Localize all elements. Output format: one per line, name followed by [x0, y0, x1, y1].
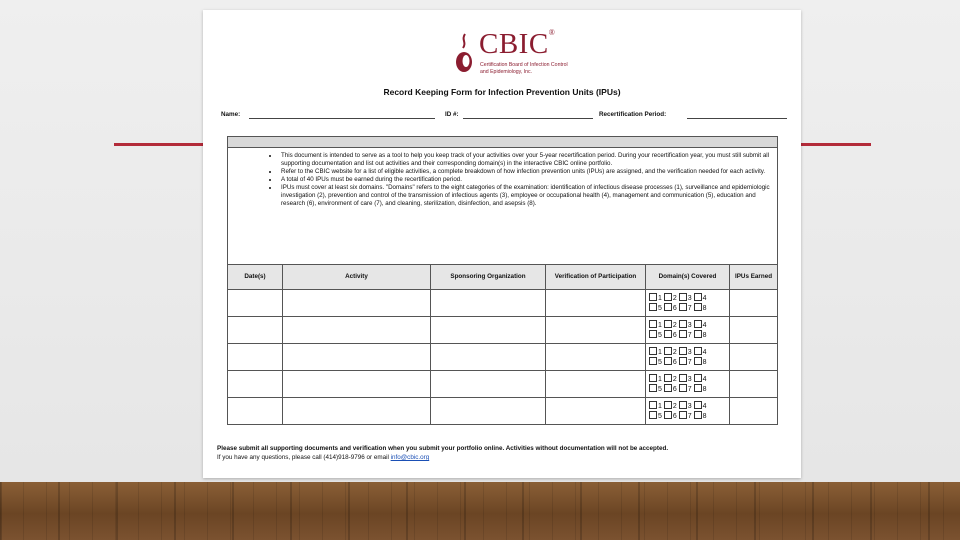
- domain-checkbox[interactable]: [694, 303, 702, 311]
- domain-number: 4: [702, 402, 707, 410]
- form-title: Record Keeping Form for Infection Prevention Units (IPUs): [383, 87, 621, 97]
- domain-number: 7: [687, 305, 692, 312]
- instructions-list: [228, 152, 777, 208]
- cbic-logo-icon: [453, 32, 475, 74]
- domain-number: 8: [702, 359, 707, 366]
- domain-number: 1: [658, 321, 662, 329]
- domain-number: 7: [687, 359, 692, 366]
- table-row: [228, 371, 778, 398]
- domain-number: 6: [672, 413, 677, 420]
- instruction-item: • This document is intended to serve as a tool to help you keep track of your activities over your 5-year recertification period. During your recertification year, you must still submit all supporting documentation and list out activities and their corresponding domain(s) in the interactive CBIC online portfolio.: [279, 152, 777, 168]
- domain-checkbox[interactable]: [679, 303, 687, 311]
- domain-checkbox[interactable]: [649, 374, 657, 382]
- domain-checkbox[interactable]: [679, 347, 687, 355]
- activity-cell[interactable]: [283, 317, 431, 344]
- domain-checkbox[interactable]: [664, 320, 672, 328]
- domain-checkbox-line: [649, 411, 729, 422]
- verification-cell[interactable]: [546, 317, 646, 344]
- domain-checkbox[interactable]: [664, 357, 672, 365]
- domain-number: 2: [672, 402, 677, 410]
- domain-checkbox-line: [649, 303, 729, 314]
- col-activity: Activity: [283, 265, 431, 290]
- col-sponsoring-organization: Sponsoring Organization: [431, 265, 546, 290]
- domain-number: 3: [687, 321, 692, 329]
- domain-number: 5: [658, 413, 662, 420]
- domain-number: 2: [672, 321, 677, 329]
- date-cell[interactable]: [228, 290, 283, 317]
- domain-checkbox[interactable]: [694, 401, 702, 409]
- sponsor-cell[interactable]: [431, 344, 546, 371]
- domain-number: 6: [672, 332, 677, 339]
- domain-number: 8: [702, 413, 707, 420]
- activity-table: [227, 136, 778, 425]
- table-row: [228, 344, 778, 371]
- activity-cell[interactable]: [283, 371, 431, 398]
- domain-checkbox[interactable]: [679, 401, 687, 409]
- name-label: Name:: [221, 111, 241, 118]
- domain-number: 4: [702, 348, 707, 356]
- verification-cell[interactable]: [546, 290, 646, 317]
- domain-number: 1: [658, 402, 662, 410]
- activity-cell[interactable]: [283, 344, 431, 371]
- domain-number: 8: [702, 332, 707, 339]
- footer-contact: [217, 453, 792, 462]
- date-cell[interactable]: [228, 317, 283, 344]
- wood-floor: [0, 482, 960, 540]
- domain-number: 3: [687, 348, 692, 356]
- date-cell[interactable]: [228, 371, 283, 398]
- domain-number: 2: [672, 375, 677, 383]
- table-row: [228, 290, 778, 317]
- domain-number: 3: [687, 294, 692, 302]
- domain-checkbox[interactable]: [679, 384, 687, 392]
- col-ipus: IPUs Earned: [730, 265, 778, 290]
- form-fields: [221, 111, 787, 125]
- domain-number: 5: [658, 305, 662, 312]
- ipus-cell[interactable]: [730, 398, 778, 425]
- domain-checkbox-line: [649, 401, 729, 412]
- domains-cell: [646, 317, 730, 344]
- domains-cell: [646, 344, 730, 371]
- domain-number: 1: [658, 348, 662, 356]
- instruction-item: • A total of 40 IPUs must be earned during the recertification period.: [279, 176, 777, 184]
- domain-checkbox[interactable]: [664, 374, 672, 382]
- domain-checkbox[interactable]: [649, 293, 657, 301]
- contact-text: If you have any questions, please call (414)918-9796 or email: [217, 454, 389, 461]
- verification-cell[interactable]: [546, 371, 646, 398]
- domain-checkbox[interactable]: [694, 347, 702, 355]
- domain-checkbox[interactable]: [694, 357, 702, 365]
- domains-cell: [646, 290, 730, 317]
- domain-checkbox-line: [649, 293, 729, 304]
- col-dates: Date(s): [228, 265, 283, 290]
- domain-number: 4: [702, 294, 707, 302]
- domain-number: 1: [658, 294, 662, 302]
- domain-checkbox[interactable]: [664, 303, 672, 311]
- accent-line-right: [801, 143, 871, 146]
- sponsor-cell[interactable]: [431, 371, 546, 398]
- domain-checkbox[interactable]: [679, 330, 687, 338]
- domain-checkbox[interactable]: [649, 347, 657, 355]
- domain-checkbox[interactable]: [679, 374, 687, 382]
- sponsor-cell[interactable]: [431, 290, 546, 317]
- domain-number: 5: [658, 386, 662, 393]
- domain-checkbox[interactable]: [649, 411, 657, 419]
- domain-checkbox[interactable]: [664, 330, 672, 338]
- ipus-cell[interactable]: [730, 290, 778, 317]
- column-header-row: [228, 265, 778, 290]
- domain-checkbox[interactable]: [664, 384, 672, 392]
- table-body: [228, 290, 778, 425]
- domain-checkbox[interactable]: [664, 293, 672, 301]
- domain-checkbox[interactable]: [694, 384, 702, 392]
- domain-checkbox[interactable]: [664, 411, 672, 419]
- activity-cell[interactable]: [283, 290, 431, 317]
- domain-number: 3: [687, 375, 692, 383]
- table-header-bar: [228, 137, 778, 148]
- domain-number: 1: [658, 375, 662, 383]
- sponsor-cell[interactable]: [431, 398, 546, 425]
- email-link[interactable]: info@cbic.org: [390, 454, 430, 461]
- id-field[interactable]: [463, 118, 593, 119]
- logo-subtitle: Certification Board of Infection Control and Epidemiology, Inc.: [480, 62, 568, 75]
- table-row: [228, 398, 778, 425]
- ipus-cell[interactable]: [730, 344, 778, 371]
- domain-checkbox[interactable]: [664, 401, 672, 409]
- domain-number: 5: [658, 359, 662, 366]
- domain-checkbox[interactable]: [694, 374, 702, 382]
- ipus-cell[interactable]: [730, 317, 778, 344]
- domain-checkbox[interactable]: [694, 293, 702, 301]
- domain-checkbox[interactable]: [679, 293, 687, 301]
- verification-cell[interactable]: [546, 398, 646, 425]
- domain-checkbox-line: [649, 330, 729, 341]
- form-footer: [217, 444, 792, 462]
- cbic-logo: [453, 28, 568, 88]
- table-row: [228, 317, 778, 344]
- domain-number: 7: [687, 332, 692, 339]
- domain-checkbox[interactable]: [694, 411, 702, 419]
- instructions-cell: [228, 148, 778, 265]
- domain-checkbox[interactable]: [694, 330, 702, 338]
- domain-checkbox[interactable]: [694, 320, 702, 328]
- domain-checkbox[interactable]: [679, 411, 687, 419]
- period-label: Recertification Period:: [599, 111, 667, 118]
- domain-number: 4: [702, 375, 707, 383]
- domain-checkbox[interactable]: [679, 357, 687, 365]
- date-cell[interactable]: [228, 344, 283, 371]
- domain-number: 5: [658, 332, 662, 339]
- name-field[interactable]: [249, 118, 435, 119]
- footer-note: Please submit all supporting documents and verification when you submit your portfolio online. Activities without documentation will not be accepted.: [217, 445, 669, 452]
- record-keeping-form: [203, 10, 801, 478]
- domain-number: 7: [687, 386, 692, 393]
- domain-checkbox-line: [649, 347, 729, 358]
- sponsor-cell[interactable]: [431, 317, 546, 344]
- domain-number: 2: [672, 294, 677, 302]
- domain-checkbox[interactable]: [649, 384, 657, 392]
- domain-checkbox[interactable]: [649, 357, 657, 365]
- domain-number: 8: [702, 386, 707, 393]
- domain-checkbox-line: [649, 320, 729, 331]
- instruction-item: • IPUs must cover at least six domains. "Domains" refers to the eight categories of the examination: identification of infectious disease processes (1), surveillance and epidemiologic investigation (2), prevention and control of the transmission of infectious agents (3), employee or occupational health (4), management and communication (5), education and research (6), environment of care (7), and cleaning, sterilization, disinfection, and asepsis (8).: [279, 184, 777, 208]
- id-label: ID #:: [445, 111, 459, 118]
- domain-number: 4: [702, 321, 707, 329]
- domain-number: 6: [672, 386, 677, 393]
- domain-checkbox-line: [649, 384, 729, 395]
- domain-checkbox-line: [649, 357, 729, 368]
- instructions-row: [228, 148, 778, 265]
- domains-cell: [646, 398, 730, 425]
- domain-number: 8: [702, 305, 707, 312]
- domain-number: 2: [672, 348, 677, 356]
- verification-cell[interactable]: [546, 344, 646, 371]
- instruction-item: • Refer to the CBIC website for a list of eligible activities, a complete breakdown of how infection prevention units (IPUs) are assigned, and the verification needed for each activity.: [279, 168, 777, 176]
- col-domains: Domain(s) Covered: [646, 265, 730, 290]
- domain-number: 6: [672, 305, 677, 312]
- col-verification: Verification of Participation: [546, 265, 646, 290]
- domain-checkbox[interactable]: [679, 320, 687, 328]
- period-field[interactable]: [687, 118, 787, 119]
- ipus-cell[interactable]: [730, 371, 778, 398]
- logo-wordmark: CBIC®: [479, 28, 556, 60]
- domain-number: 6: [672, 359, 677, 366]
- date-cell[interactable]: [228, 398, 283, 425]
- activity-cell[interactable]: [283, 398, 431, 425]
- domain-checkbox[interactable]: [664, 347, 672, 355]
- domain-number: 3: [687, 402, 692, 410]
- domain-checkbox[interactable]: [649, 401, 657, 409]
- accent-line-left: [114, 143, 204, 146]
- domain-checkbox-line: [649, 374, 729, 385]
- domains-cell: [646, 371, 730, 398]
- domain-checkbox[interactable]: [649, 330, 657, 338]
- domain-checkbox[interactable]: [649, 303, 657, 311]
- domain-checkbox[interactable]: [649, 320, 657, 328]
- domain-number: 7: [687, 413, 692, 420]
